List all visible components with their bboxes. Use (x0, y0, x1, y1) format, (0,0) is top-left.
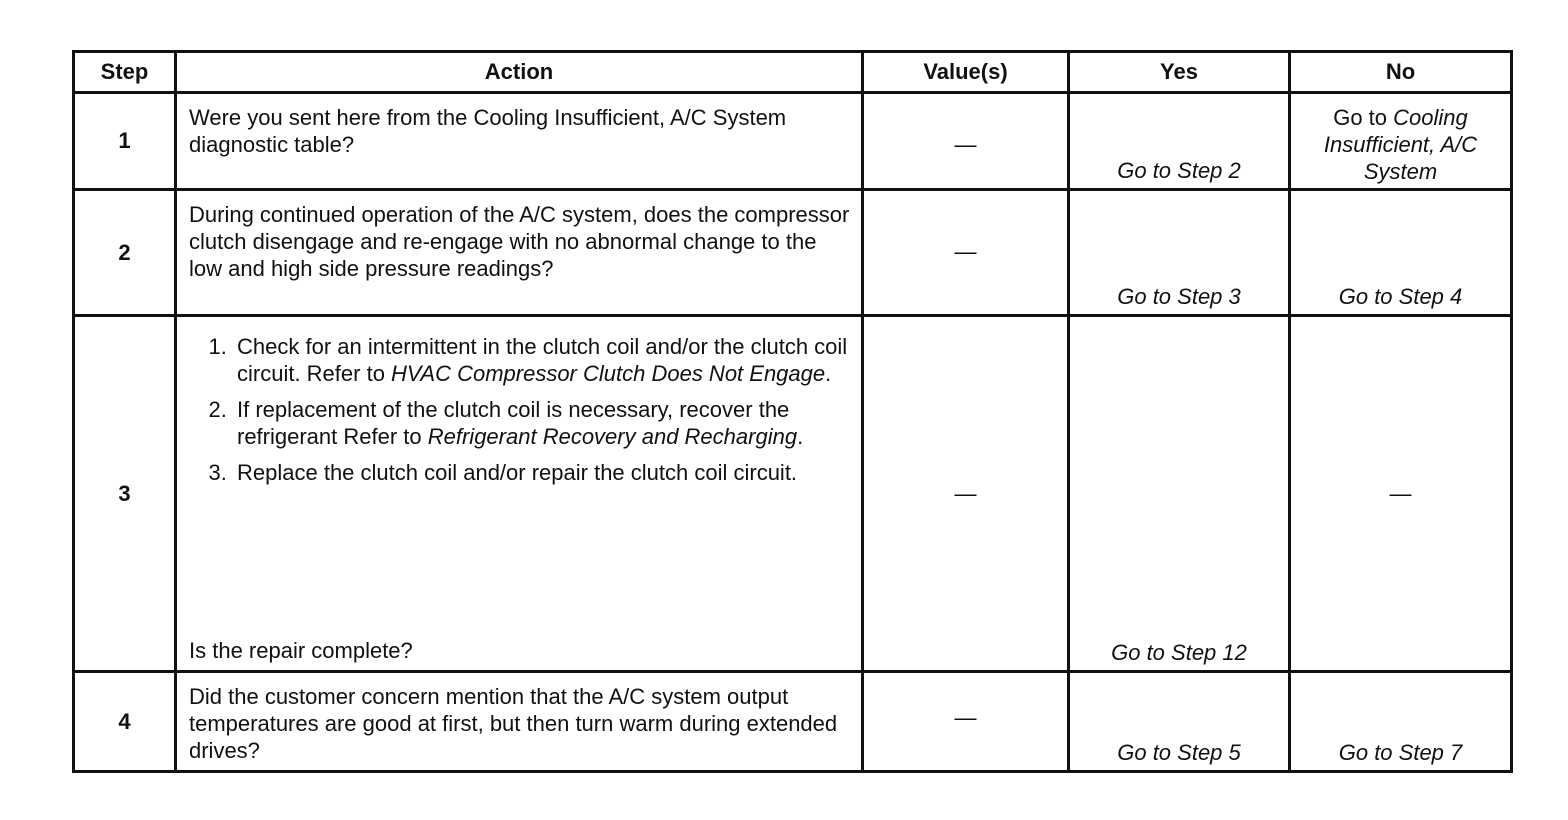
action-text: Did the customer concern mention that the A/C system output temperatures are good at first, but then turn warm during extended drives? (189, 684, 838, 763)
table-row (74, 672, 1512, 772)
action-cell (176, 672, 863, 772)
no-goto-prefix: Go to (1333, 105, 1388, 130)
value-cell (863, 672, 1069, 772)
action-cell (176, 93, 863, 190)
header-no: No (1290, 52, 1512, 93)
value-dash: — (954, 132, 977, 157)
diagnostic-table (72, 50, 1513, 773)
no-dash: — (1389, 481, 1412, 506)
yes-goto: Go to Step 3 (1117, 284, 1241, 309)
header-yes: Yes (1069, 52, 1290, 93)
no-cell (1290, 190, 1512, 316)
table-row (74, 316, 1512, 672)
no-goto-link: Cooling Insufficient, A/C System (1323, 105, 1478, 184)
no-cell (1290, 93, 1512, 190)
yes-cell (1069, 672, 1290, 772)
table-row (74, 93, 1512, 190)
yes-goto: Go to Step 5 (1117, 740, 1241, 765)
action-text: Were you sent here from the Cooling Insufficient, A/C System diagnostic table? (189, 105, 787, 157)
yes-cell (1069, 190, 1290, 316)
action-question: Is the repair complete? (189, 638, 413, 663)
yes-goto: Go to Step 12 (1111, 640, 1247, 665)
reference-link: Refrigerant Recovery and Recharging (427, 424, 798, 449)
step-number: 2 (74, 190, 176, 316)
yes-cell (1069, 93, 1290, 190)
header-step: Step (74, 52, 176, 93)
value-dash: — (954, 239, 977, 264)
action-cell (176, 190, 863, 316)
header-action: Action (176, 52, 863, 93)
yes-cell (1069, 316, 1290, 672)
step-number: 1 (74, 93, 176, 190)
table-row (74, 190, 1512, 316)
step-number: 4 (74, 672, 176, 772)
value-cell (863, 190, 1069, 316)
procedure-step: 3. Replace the clutch coil and/or repair the clutch coil circuit. (233, 459, 861, 486)
yes-goto: Go to Step 2 (1117, 158, 1241, 183)
procedure-step: 2. If replacement of the clutch coil is necessary, recover the refrigerant Refer to Refrigerant Recovery and Recharging. (233, 396, 861, 450)
header-values: Value(s) (863, 52, 1069, 93)
value-dash: — (954, 481, 977, 506)
table-header-row (74, 52, 1512, 93)
no-cell (1290, 316, 1512, 672)
value-cell (863, 93, 1069, 190)
value-dash: — (954, 705, 977, 730)
step-number: 3 (74, 316, 176, 672)
procedure-step: 1. Check for an intermittent in the clutch coil and/or the clutch coil circuit. Refer to HVAC Compressor Clutch Does Not Engage. (233, 333, 861, 387)
no-goto: Go to Step 7 (1338, 740, 1463, 765)
no-goto: Go to Step 4 (1338, 284, 1463, 309)
action-cell (176, 316, 863, 672)
reference-link: HVAC Compressor Clutch Does Not Engage (391, 361, 826, 386)
procedure-list (177, 333, 861, 486)
no-goto (1291, 94, 1510, 185)
no-cell (1290, 672, 1512, 772)
action-text: During continued operation of the A/C system, does the compressor clutch disengage and re-engage with no abnormal change to the low and high side pressure readings? (189, 202, 850, 281)
value-cell (863, 316, 1069, 672)
